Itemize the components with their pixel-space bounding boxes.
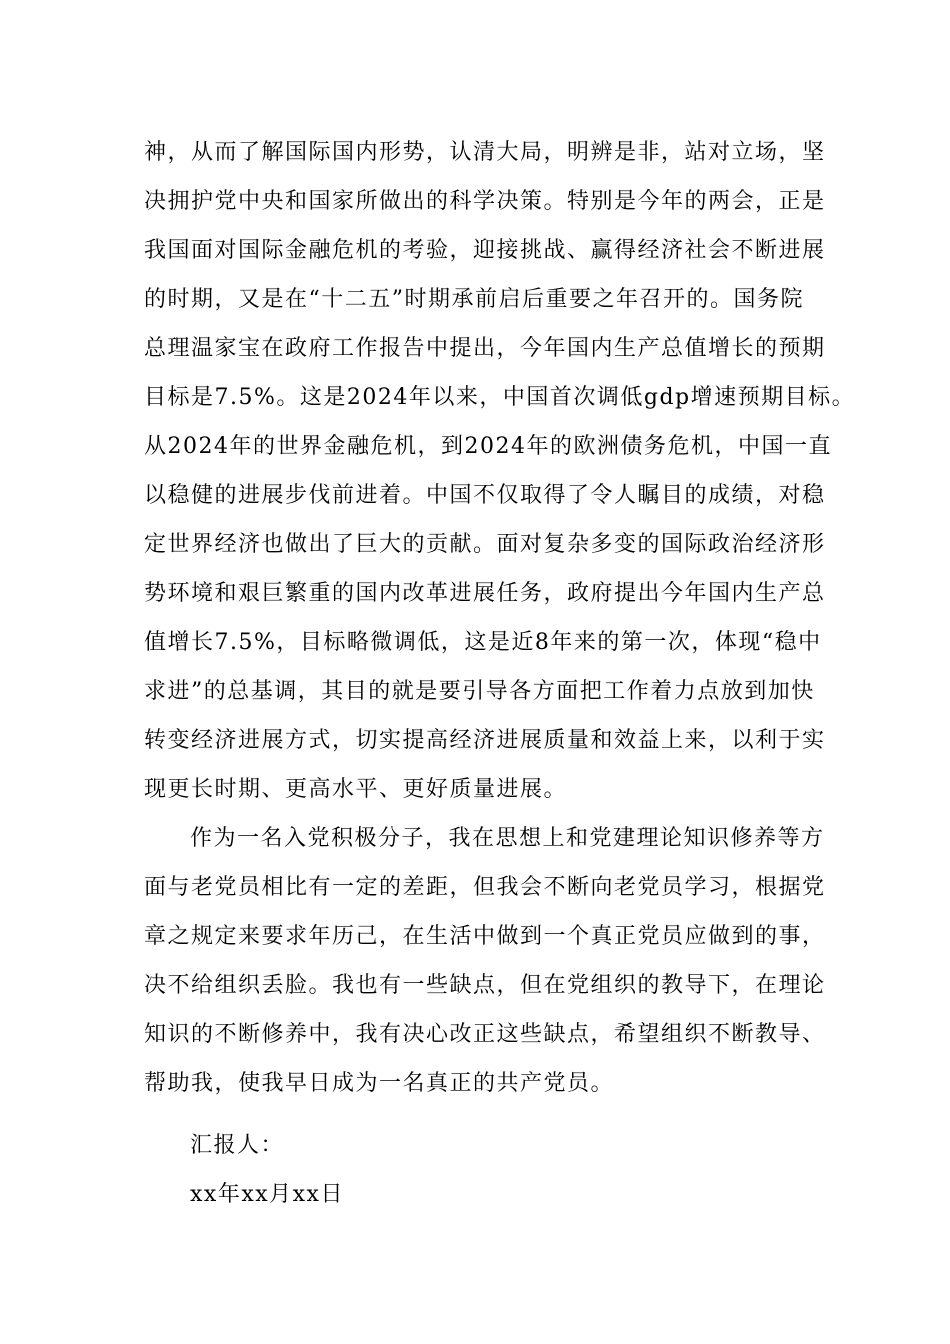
paragraph-line: 知识的不断修养中，我有决心改正这些缺点，希望组织不断教导、 — [144, 1022, 826, 1047]
paragraph-line: 从2024年的世界金融危机，到2024年的欧洲债务危机，中国一直 — [144, 434, 832, 459]
paragraph-line: 值增长7.5%，目标略微调低，这是近8年来的第一次，体现“稳中 — [144, 630, 822, 655]
paragraph-line: 转变经济进展方式，切实提高经济进展质量和效益上来，以利于实 — [144, 728, 826, 753]
paragraph-line: 求进”的总基调，其目的就是要引导各方面把工作着力点放到加快 — [144, 679, 815, 704]
paragraph-line: 决不给组织丢脸。我也有一些缺点，但在党组织的教导下，在理论 — [144, 973, 826, 998]
paragraph-line: 总理温家宝在政府工作报告中提出，今年国内生产总值增长的预期 — [144, 336, 826, 361]
paragraph-line: 定世界经济也做出了巨大的贡献。面对复杂多变的国际政治经济形 — [144, 532, 826, 557]
paragraph-line: 面与老党员相比有一定的差距，但我会不断向老党员学习，根据党 — [144, 875, 826, 900]
reporter-label: 汇报人： — [190, 1133, 285, 1158]
paragraph-line: 以稳健的进展步伐前进着。中国不仅取得了令人瞩目的成绩，对稳 — [144, 483, 826, 508]
paragraph-line: 决拥护党中央和国家所做出的科学决策。特别是今年的两会，正是 — [144, 189, 826, 214]
paragraph-line: 势环境和艰巨繁重的国内改革进展任务，政府提出今年国内生产总 — [144, 581, 826, 606]
paragraph-line: 作为一名入党积极分子，我在思想上和党建理论知识修养等方 — [190, 826, 825, 851]
date-line: xx年xx月xx日 — [190, 1182, 344, 1207]
paragraph-line: 我国面对国际金融危机的考验，迎接挑战、赢得经济社会不断进展 — [144, 238, 826, 263]
paragraph-line: 现更长时期、更高水平、更好质量进展。 — [144, 777, 568, 802]
paragraph-line: 神，从而了解国际国内形势，认清大局，明辨是非，站对立场，坚 — [144, 140, 826, 165]
paragraph-line: 目标是7.5%。这是2024年以来，中国首次调低gdp增速预期目标。 — [144, 385, 856, 410]
paragraph-line: 的时期，又是在“十二五”时期承前启后重要之年召开的。国务院 — [144, 287, 804, 312]
paragraph-line: 帮助我，使我早日成为一名真正的共产党员。 — [144, 1071, 615, 1096]
paragraph-line: 章之规定来要求年历己，在生活中做到一个真正党员应做到的事， — [144, 924, 826, 949]
